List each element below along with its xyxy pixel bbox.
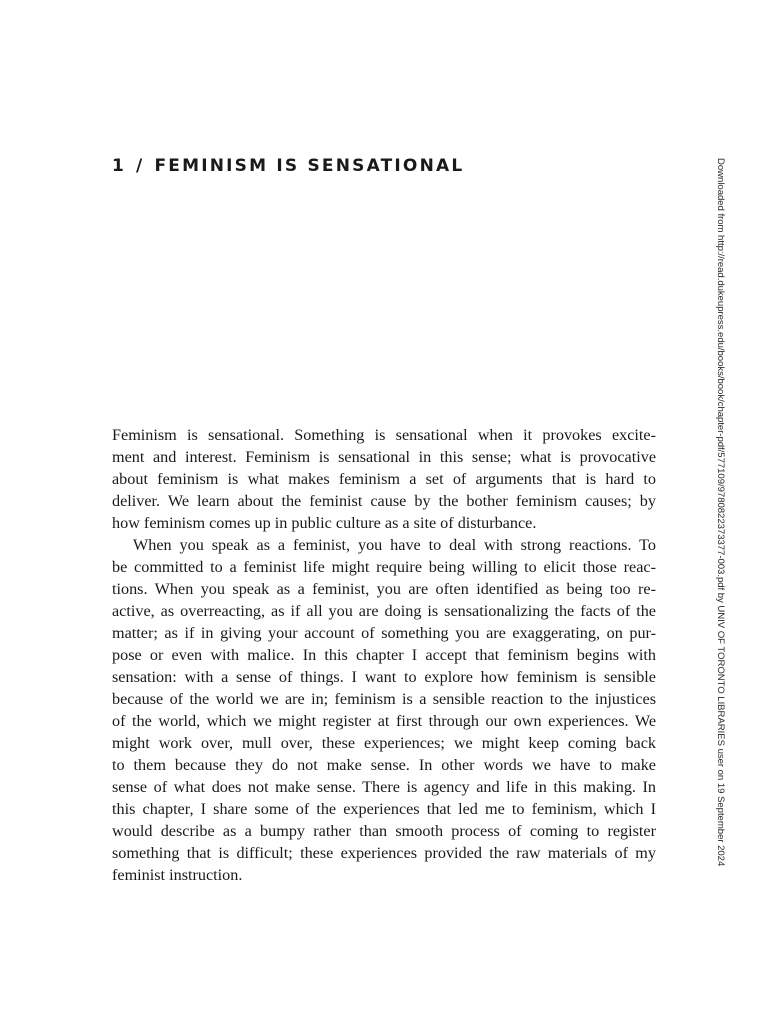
text-line: to them because they do not make sense. In other words we have to make: [112, 756, 656, 774]
text-line: sensation: with a sense of things. I want to explore how feminism is sensible: [112, 668, 656, 686]
text-line: of the world, which we might register at first through our own experiences. We: [112, 712, 656, 730]
chapter-title: FEMINISM IS SENSATIONAL: [154, 156, 465, 176]
text-line: might work over, mull over, these experiences; we might keep coming back: [112, 734, 656, 752]
text-line: something that is difficult; these experiences provided the raw materials of my: [112, 844, 656, 862]
text-line: this chapter, I share some of the experiences that led me to feminism, which I: [112, 800, 656, 818]
chapter-heading: [112, 156, 464, 176]
text-line: sense of what does not make sense. There is agency and life in this making. In: [112, 778, 656, 796]
text-line: ment and interest. Feminism is sensational in this sense; what is provocative: [112, 448, 656, 466]
text-line: would describe as a bumpy rather than smooth process of coming to register: [112, 822, 656, 840]
text-line: because of the world we are in; feminism is a sensible reaction to the injustices: [112, 690, 656, 708]
text-line: deliver. We learn about the feminist cause by the bother feminism causes; by: [112, 492, 656, 510]
text-line: matter; as if in giving your account of something you are exaggerating, on pur-: [112, 624, 656, 642]
chapter-body-text: [112, 424, 656, 886]
text-line: be committed to a feminist life might require being willing to elicit those reac-: [112, 558, 656, 576]
text-line: When you speak as a feminist, you have to deal with strong reactions. To: [133, 536, 656, 554]
text-line: Feminism is sensational. Something is sensational when it provokes excite-: [112, 426, 656, 444]
text-line: feminist instruction.: [112, 866, 243, 884]
text-line: active, as overreacting, as if all you are doing is sensationalizing the facts of the: [112, 602, 656, 620]
text-line: pose or even with malice. In this chapter I accept that feminism begins with: [112, 646, 656, 664]
text-line: about feminism is what makes feminism a set of arguments that is hard to: [112, 470, 656, 488]
text-line: how feminism comes up in public culture as a site of disturbance.: [112, 514, 537, 532]
download-watermark: Downloaded from http://read.dukeupress.edu/books/book/chapter-pdf/577109/9780822373377-003.pdf by UNIV OF TORONTO LIBRARIES user on 19 September 2024: [715, 158, 726, 867]
text-line: tions. When you speak as a feminist, you are often identified as being too re-: [112, 580, 656, 598]
chapter-number: 1: [112, 156, 127, 176]
chapter-separator: /: [136, 156, 145, 176]
